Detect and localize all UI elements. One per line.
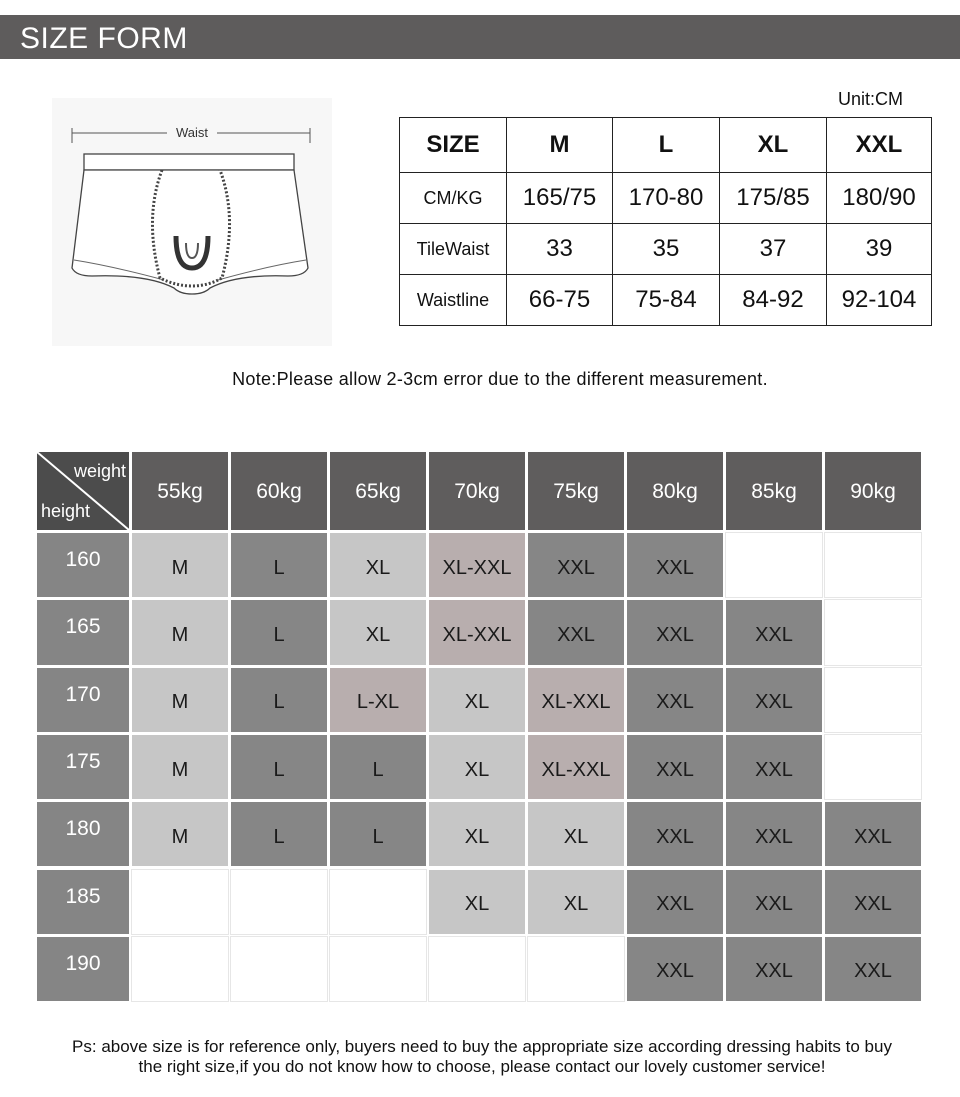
size-cell: XL [429,870,525,934]
table-row [400,173,932,224]
weight-header-cell: 65kg [330,452,426,530]
size-cell: XL [429,802,525,866]
size-cell: XL [330,600,426,664]
size-cell [528,937,624,1001]
weight-header-cell: 70kg [429,452,525,530]
size-cell: XXL [726,600,822,664]
footer-note-line-2: the right size,if you do not know how to choose, please contact our lovely customer service! [138,1057,826,1076]
size-cell [825,533,921,597]
size-cell [330,870,426,934]
table-row [400,275,932,326]
height-row-header: 180 [37,802,129,866]
table-cell: 37 [720,224,827,275]
table-header-cell: XXL [827,118,932,173]
size-cell: L [330,802,426,866]
size-cell: XXL [528,533,624,597]
weight-header-cell: 80kg [627,452,723,530]
table-cell: 92-104 [827,275,932,326]
size-cell: XXL [726,802,822,866]
underwear-diagram [52,98,332,346]
size-cell: XXL [627,600,723,664]
height-row-header: 165 [37,600,129,664]
size-cell: XL-XXL [528,668,624,732]
table-cell: 33 [507,224,613,275]
size-cell: XL-XXL [528,735,624,799]
size-cell [726,533,822,597]
row-label: TileWaist [400,224,507,275]
weight-header-cell: 55kg [132,452,228,530]
table-header-cell: L [613,118,720,173]
weight-header-cell: 75kg [528,452,624,530]
size-cell: L-XL [330,668,426,732]
size-cell: L [330,735,426,799]
size-cell: XL [429,735,525,799]
height-row-header: 170 [37,668,129,732]
size-cell: L [231,802,327,866]
size-cell: XXL [726,870,822,934]
size-cell: XXL [627,735,723,799]
table-cell: 84-92 [720,275,827,326]
size-cell: XL [429,668,525,732]
row-label: CM/KG [400,173,507,224]
height-axis-label: height [41,501,91,521]
height-row-header: 160 [37,533,129,597]
table-row [400,224,932,275]
size-cell: XL-XXL [429,533,525,597]
size-cell: XXL [825,802,921,866]
measurement-note: Note:Please allow 2-3cm error due to the different measurement. [232,369,768,389]
size-cell: L [231,668,327,732]
weight-header-cell: 85kg [726,452,822,530]
size-cell: XXL [528,600,624,664]
size-cell: XXL [627,668,723,732]
size-cell: XXL [726,937,822,1001]
footer-note-line-1: Ps: above size is for reference only, buyers need to buy the appropriate size according dressing habits to buy [72,1037,892,1056]
table-cell: 35 [613,224,720,275]
size-cell [330,937,426,1001]
unit-label: Unit:CM [838,89,904,109]
size-cell: M [132,533,228,597]
weight-axis-label: weight [73,461,126,481]
title-bar [0,15,960,59]
table-cell: 175/85 [720,173,827,224]
page-title: SIZE FORM [20,22,188,55]
size-cell: XXL [726,668,822,732]
size-cell [825,668,921,732]
size-cell: XXL [627,533,723,597]
size-cell: M [132,735,228,799]
size-cell: XXL [627,937,723,1001]
size-cell: XXL [825,937,921,1001]
size-cell [825,735,921,799]
size-cell [825,600,921,664]
size-cell [132,937,228,1001]
height-row-header: 190 [37,937,129,1001]
weight-header-cell: 60kg [231,452,327,530]
size-cell: XXL [627,802,723,866]
size-table [399,117,932,326]
waist-label: Waist [175,125,209,140]
weight-header-cell: 90kg [825,452,921,530]
size-cell: XL [528,802,624,866]
size-cell: XL [330,533,426,597]
table-cell: 170-80 [613,173,720,224]
size-cell: XXL [825,870,921,934]
size-cell: M [132,600,228,664]
height-row-header: 185 [37,870,129,934]
size-chart-grid [37,452,922,999]
table-cell: 39 [827,224,932,275]
table-header-row [400,118,932,173]
size-cell: XXL [627,870,723,934]
table-cell: 66-75 [507,275,613,326]
table-header-cell: M [507,118,613,173]
size-cell: XL-XXL [429,600,525,664]
table-cell: 180/90 [827,173,932,224]
size-cell [231,870,327,934]
size-cell: XXL [726,735,822,799]
table-header-cell: SIZE [400,118,507,173]
table-cell: 165/75 [507,173,613,224]
height-row-header: 175 [37,735,129,799]
row-label: Waistline [400,275,507,326]
size-cell: M [132,802,228,866]
table-header-cell: XL [720,118,827,173]
size-cell: L [231,600,327,664]
underwear-illustration [52,98,332,346]
grid-corner-cell [37,452,129,530]
size-cell: M [132,668,228,732]
size-cell [132,870,228,934]
size-cell [231,937,327,1001]
size-cell: L [231,735,327,799]
size-cell: L [231,533,327,597]
table-cell: 75-84 [613,275,720,326]
size-cell [429,937,525,1001]
size-cell: XL [528,870,624,934]
